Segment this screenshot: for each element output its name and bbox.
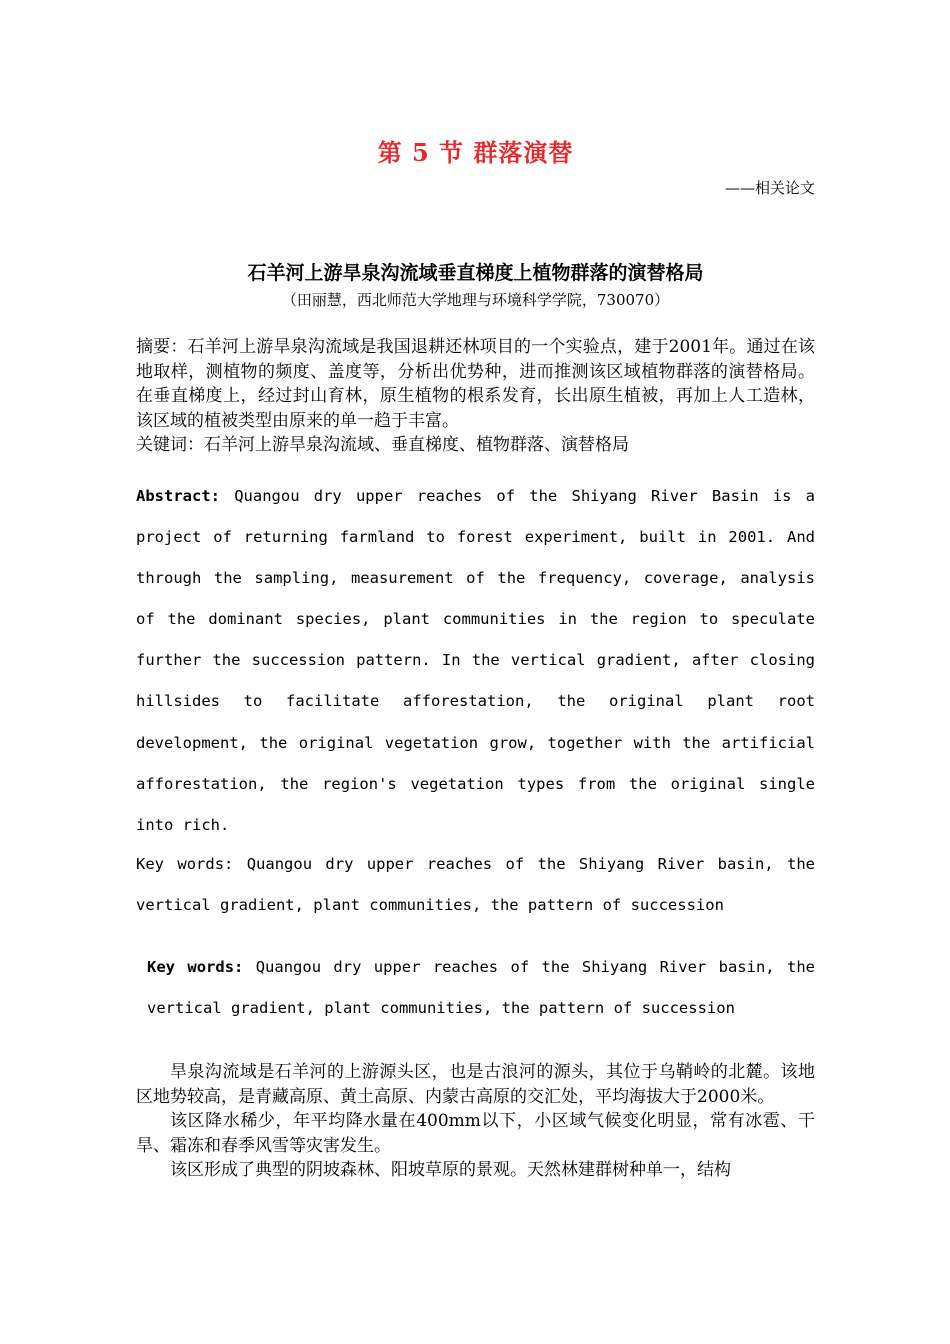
section-subtitle: ——相关论文 xyxy=(724,179,815,197)
body-text xyxy=(136,1060,815,1183)
body-paragraph: 旱泉沟流域是石羊河的上游源头区，也是古浪河的源头，其位于乌鞘岭的北麓。该地区地势较高，是青藏高原、黄土高原、内蒙古高原的交汇处，平均海拔大于2000米。 xyxy=(136,1062,815,1107)
body-paragraph: 该区降水稀少，年平均降水量在400mm以下，小区域气候变化明显，常有冰雹、干旱、霜冻和春季风雪等灾害发生。 xyxy=(136,1111,815,1156)
author-affiliation: （田丽慧，西北师范大学地理与环境科学学院，730070） xyxy=(281,291,670,309)
english-keywords-second-text: Quangou dry upper reaches of the Shiyang River basin, the vertical gradient, plant communities, the pattern of succession xyxy=(147,958,815,1018)
english-abstract-label: Abstract: xyxy=(136,487,220,505)
chinese-keywords-label: 关键词： xyxy=(136,435,204,455)
english-keywords-second-label: Key words: xyxy=(147,958,244,976)
english-keywords-second xyxy=(136,947,815,1029)
body-paragraph: 该区形成了典型的阴坡森林、阳坡草原的景观。天然林建群树种单一，结构 xyxy=(170,1160,731,1180)
english-abstract-paragraph xyxy=(136,476,815,846)
english-abstract xyxy=(136,476,815,846)
english-abstract-text: Quangou dry upper reaches of the Shiyang River Basin is a project of returning farmland to forest experiment, built in 2001. And through the sampling, measurement of the frequency, coverage, analysis of the dominant species, plant communities in the region to speculate further the succession pattern. In the vertical gradient, after closing hillsides to facilitate afforestation, the original plant root development, the original vegetation grow, together with the artificial afforestation, the region's vegetation types from the original single into rich. xyxy=(136,487,815,834)
section-title: 第 5 节 群落演替 xyxy=(377,138,574,167)
chinese-abstract-text: 石羊河上游旱泉沟流域是我国退耕还林项目的一个实验点，建于2001年。通过在该地取样，测植物的频度、盖度等，分析出优势种，进而推测该区域植物群落的演替格局。在垂直梯度上，经过封山育林，原生植物的根系发育，长出原生植被，再加上人工造林，该区域的植被类型由原来的单一趋于丰富。 xyxy=(136,337,815,431)
chinese-abstract xyxy=(136,335,815,458)
chinese-keywords-text: 石羊河上游旱泉沟流域、垂直梯度、植物群落、演替格局 xyxy=(204,435,629,455)
english-keywords-first xyxy=(136,844,815,926)
chinese-abstract-label: 摘要： xyxy=(136,337,188,357)
chinese-keywords xyxy=(136,433,815,458)
chinese-abstract-paragraph xyxy=(136,335,815,433)
english-keywords-second-paragraph xyxy=(136,947,815,1029)
english-keywords-first-text: Key words: Quangou dry upper reaches of the Shiyang River basin, the vertical gradient, plant communities, the pattern of succession xyxy=(136,855,815,915)
paper-title: 石羊河上游旱泉沟流域垂直梯度上植物群落的演替格局 xyxy=(247,262,704,284)
